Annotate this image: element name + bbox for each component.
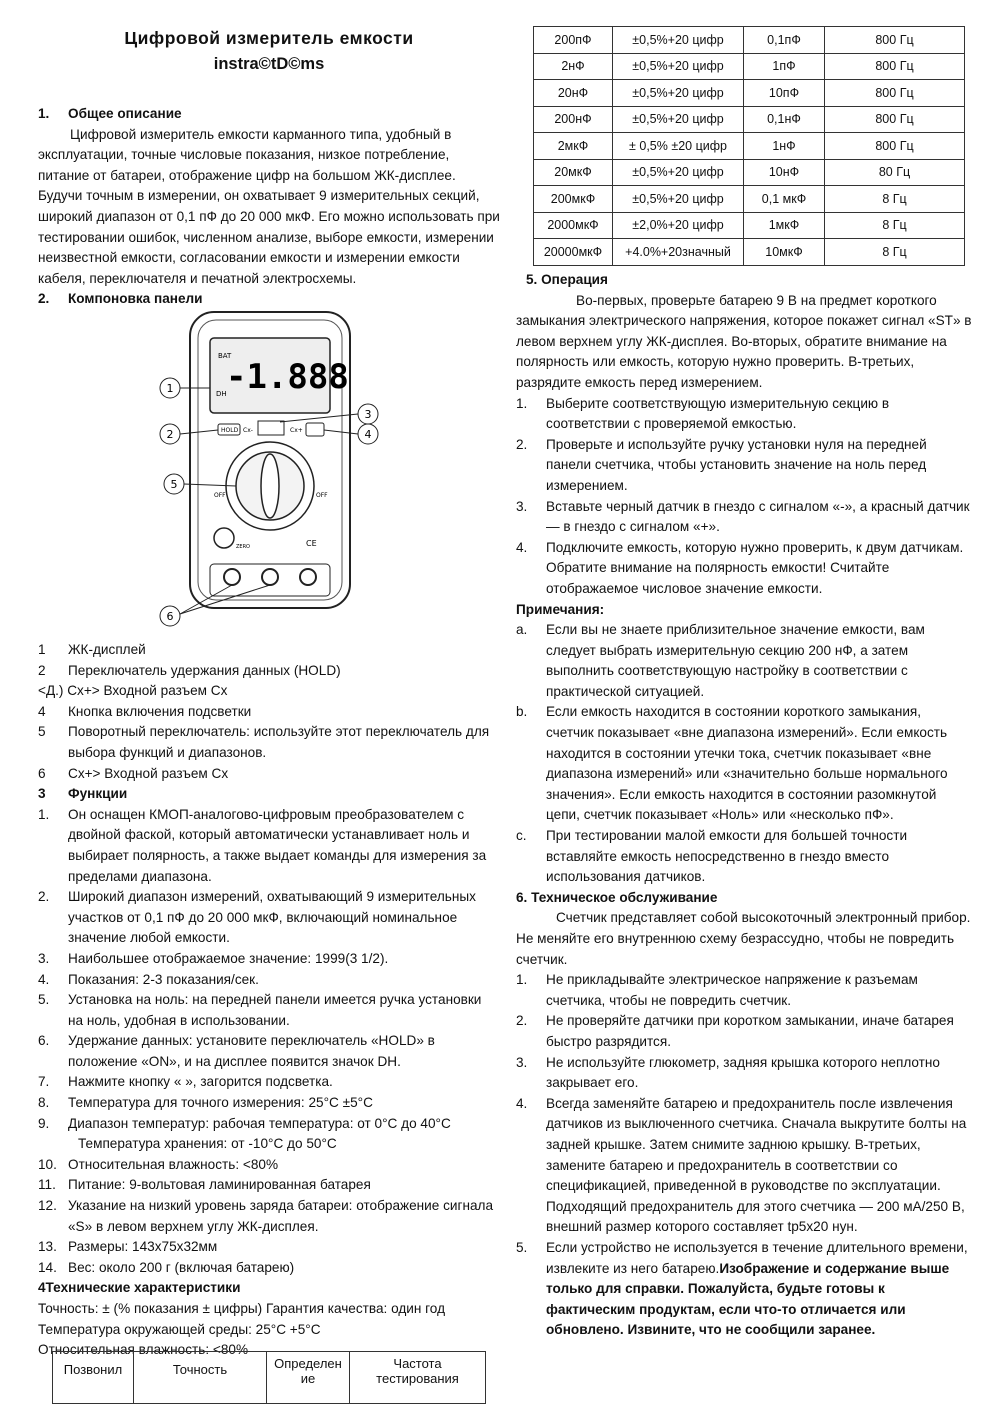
left-column-lower	[38, 640, 500, 1361]
callout-4: 4	[364, 428, 372, 441]
document-subtitle: instra©tD©ms	[213, 55, 325, 73]
list-item: 1 ЖК-дисплей	[38, 642, 146, 657]
table-cell: 0,1 мкФ	[744, 186, 825, 213]
left-column	[38, 104, 500, 310]
list-item: 5. Если устройство не используется в течение длительного времени, извлеките из него батарею.Изображение и содержание выше только для справки. Пожалуйста, будьте готовы к фактическим продуктам, если что-то отличается или обновлено. Извините, что не сообщили заранее.	[516, 1239, 968, 1338]
section-specs-heading: 4Технические характеристики	[38, 1280, 241, 1296]
section-operation-heading: 5. Операция	[526, 272, 608, 287]
callout-1: 1	[166, 382, 174, 395]
table-cell: 200нФ	[534, 106, 613, 133]
list-item: 11. Питание: 9-вольтовая ламинированная батарея	[38, 1177, 371, 1193]
specs-line: Относительная влажность: <80%	[38, 1342, 249, 1358]
spec-table-header-wrap	[52, 1351, 486, 1386]
table-cell: ±0,5%+20 цифр	[613, 27, 744, 54]
table-cell: +4.0%+20значный	[613, 239, 744, 266]
list-item: 3. Вставьте черный датчик в гнездо с сигналом «-», а красный датчик — в гнездо с сигналом «+».	[516, 498, 970, 535]
table-cell: 20000мкФ	[534, 239, 613, 266]
table-cell: 8 Гц	[825, 212, 965, 239]
table-row	[534, 159, 965, 186]
lcd-digits: -1.888	[226, 357, 349, 397]
list-item: c. При тестировании малой емкости для большей точности вставляйте емкость непосредственно в гнездо вместо использования датчиков.	[516, 828, 908, 885]
table-cell: ±2,0%+20 цифр	[613, 212, 744, 239]
list-item: 6 Cx+> Входной разъем Cx	[38, 765, 229, 781]
table-row	[534, 186, 965, 213]
table-cell: ±0,5%+20 цифр	[613, 80, 744, 107]
list-item: 4. Показания: 2-3 показания/сек.	[38, 971, 259, 987]
list-item: 7. Нажмите кнопку « », загорится подсветка.	[38, 1074, 333, 1090]
table-cell: 200пФ	[534, 27, 613, 54]
svg-text:OFF: OFF	[214, 492, 226, 499]
callout-3: 3	[364, 408, 372, 421]
list-item: 2. Проверьте и используйте ручку установки нуля на передней панели счетчика, чтобы установить значение на ноль перед измерением.	[516, 436, 927, 493]
list-item: Температура хранения: от -10°C до 50°C	[78, 1136, 337, 1152]
table-row	[534, 106, 965, 133]
table-cell: ±0,5%+20 цифр	[613, 159, 744, 186]
table-cell: 1пФ	[744, 53, 825, 80]
specs-line: Точность: ± (% показания ± цифры) Гарантия качества: один год	[38, 1301, 446, 1316]
table-row	[534, 133, 965, 160]
table-cell: 800 Гц	[825, 53, 965, 80]
table-row	[534, 239, 965, 266]
list-item: 9. Диапазон температур: рабочая температура: от 0°C до 40°C	[38, 1115, 451, 1131]
table-cell: 1нФ	[744, 133, 825, 160]
table-cell: 20нФ	[534, 80, 613, 107]
callout-5: 5	[170, 478, 178, 491]
table-cell: 800 Гц	[825, 133, 965, 160]
dh-label: DH	[216, 390, 227, 398]
table-cell: 80 Гц	[825, 159, 965, 186]
panel-legend	[38, 640, 500, 784]
list-item: 14. Вес: около 200 г (включая батарею)	[38, 1259, 295, 1275]
list-item: <Д.) Cx+> Входной разъем Cx	[38, 683, 228, 699]
table-row	[534, 80, 965, 107]
general-description: Цифровой измеритель емкости карманного типа, удобный в эксплуатации, точные числовые показания, низкое потребление, питание от батареи, отображение цифр на большом ЖК-дисплее. Будучи точным в измерении, он охватывает 9 измерительных секций, широкий диапазон от 0,1 пФ до 20 000 мкФ. Его можно использовать при тестировании ошибок, численном анализе, выборе емкости, измерении неизвестной емкости, согласовании емкости и измерении емкости кабеля, переключателя и печатной электросхемы.	[38, 126, 500, 286]
section-functions-heading: 3 Функции	[38, 786, 128, 802]
table-cell: ± 0,5% ±20 цифр	[613, 133, 744, 160]
table-row	[534, 53, 965, 80]
list-item: 6. Удержание данных: установите переключатель «HOLD» в положение «ON», и на дисплее появится значок DH.	[38, 1033, 435, 1069]
header-range: Позвонил	[53, 1352, 134, 1404]
list-item: 1. Не прикладывайте электрическое напряжение к разъемам счетчика, чтобы не повредить счетчик.	[516, 972, 918, 1008]
table-cell: 20мкФ	[534, 159, 613, 186]
operation-intro: Во-первых, проверьте батарею 9 В на предмет короткого замыкания электрического напряжения, которое покажет сигнал «ST» в левом верхнем углу ЖК-дисплея. Во-вторых, обратите внимание на полярность или емкость, которую нужно проверить. В-третьих, разрядите емкость перед измерением.	[516, 292, 972, 390]
disclaimer: Изображение и содержание выше только для справки. Пожалуйста, будьте готовы к фактическим продуктам, если что-то отличается или обновлено. Извините, что не сообщили заранее.	[546, 1260, 950, 1338]
list-item: 3. Не используйте глюкометр, задняя крышка которого неплотно закрывает его.	[516, 1054, 940, 1091]
table-cell: 10нФ	[744, 159, 825, 186]
table-cell: 2000мкФ	[534, 212, 613, 239]
table-cell: 10пФ	[744, 80, 825, 107]
document-title: Цифровой измеритель емкости	[124, 28, 414, 48]
specs-line: Температура окружающей среды: 25°C +5°C	[38, 1321, 321, 1337]
table-cell: 0,1пФ	[744, 27, 825, 54]
list-item: 1. Он оснащен КМОП-аналогово-цифровым преобразователем с двойной фаской, который автоматически устанавливает ноль и выбирает полярность, а также выдает команды для измерения за пределами диапазона.	[38, 806, 487, 884]
table-row	[534, 27, 965, 54]
callout-2: 2	[166, 428, 174, 441]
svg-text:ZERO: ZERO	[236, 544, 250, 550]
list-item: 5. Установка на ноль: на передней панели имеется ручка установки на ноль, удобная в использовании.	[38, 992, 482, 1028]
list-item: 4. Подключите емкость, которую нужно проверить, к двум датчикам. Обратите внимание на полярность емкости! Считайте отображаемое числовое значение емкости.	[516, 539, 964, 596]
list-item: 10. Относительная влажность: <80%	[38, 1156, 279, 1172]
spec-table-header	[52, 1351, 486, 1404]
list-item: 2. Не проверяйте датчики при коротком замыкании, иначе батарея быстро разрядится.	[516, 1013, 954, 1049]
meter-illustration	[140, 296, 370, 636]
section-maintenance-heading: 6. Техническое обслуживание	[516, 889, 718, 905]
table-cell: 2мкФ	[534, 133, 613, 160]
callout-6: 6	[166, 610, 174, 623]
spec-table	[533, 26, 965, 266]
table-cell: 800 Гц	[825, 106, 965, 133]
list-item: 12. Указание на низкий уровень заряда батареи: отображение сигнала «S» в левом верхнем углу ЖК-дисплея.	[38, 1198, 494, 1234]
list-item: 5 Поворотный переключатель: используйте этот переключатель для выбора функций и диапазонов.	[38, 724, 490, 760]
table-cell: ±0,5%+20 цифр	[613, 53, 744, 80]
table-cell: 8 Гц	[825, 186, 965, 213]
list-item: 4. Всегда заменяйте батарею и предохранитель после извлечения датчиков из выключенного счетчика. Сначала выкрутите болты на задней крышке. Затем снимите заднюю крышку. В-третьих, замените батарею и предохранитель в соответствии со спецификацией, приведенной в руководстве по эксплуатации. Подходящий предохранитель для этого счетчика — 200 мА/250 В, внешний размер которого составляет tp5x20 нун.	[516, 1095, 967, 1235]
table-cell: 1мкФ	[744, 212, 825, 239]
table-cell: 800 Гц	[825, 27, 965, 54]
meter-panel-diagram	[140, 296, 370, 636]
section-panel-heading: 2. Компоновка панели	[38, 291, 203, 307]
hold-label: HOLD	[221, 427, 239, 434]
header-frequency: Частота тестирования	[350, 1352, 486, 1404]
notes-heading: Примечания:	[516, 601, 605, 617]
list-item: 3. Наибольшее отображаемое значение: 1999(3 1/2).	[38, 950, 389, 966]
list-item: a. Если вы не знаете приблизительное значение емкости, вам следует выбрать измерительную секцию 200 нФ, а затем выполнить соответствующую настройку в соответствии с практической ситуацией.	[516, 622, 925, 699]
header-accuracy: Точность	[134, 1352, 267, 1404]
table-cell: 800 Гц	[825, 80, 965, 107]
table-cell: ±0,5%+20 цифр	[613, 186, 744, 213]
list-item: 2 Переключатель удержания данных (HOLD)	[38, 662, 341, 678]
table-cell: 10мкФ	[744, 239, 825, 266]
list-item: 1. Выберите соответствующую измерительную секцию в соответствии с проверяемой емкостью.	[516, 395, 890, 432]
svg-text:CE: CE	[306, 539, 317, 548]
list-item: 2. Широкий диапазон измерений, охватывающий 9 измерительных участков от 0,1 пФ до 20 000 мкФ, включающий номинальное значение любой емкости.	[38, 889, 476, 946]
list-item: 4 Кнопка включения подсветки	[38, 703, 252, 719]
table-cell: 2нФ	[534, 53, 613, 80]
list-item: b. Если емкость находится в состоянии короткого замыкания, счетчик показывает «вне диапазона измерений». Если емкость находится в состоянии утечки тока, счетчик показывает «вне диапазона измерений» или «значительно больше нормального значения». Если емкость находится в состоянии разомкнутой цепи, счетчик показывает «Ноль» или «несколько пФ».	[516, 704, 948, 823]
svg-text:Cx-: Cx-	[243, 427, 253, 434]
bat-label: BAT	[218, 352, 232, 360]
table-cell: 200мкФ	[534, 186, 613, 213]
svg-text:Cx+: Cx+	[290, 427, 303, 434]
svg-text:OFF: OFF	[316, 492, 328, 499]
list-item: 13. Размеры: 143x75x32мм	[38, 1239, 218, 1255]
header-resolution: Определен ие	[267, 1352, 350, 1404]
table-cell: 8 Гц	[825, 239, 965, 266]
section-general-heading: 1. Общее описание	[38, 106, 182, 121]
table-cell: ±0,5%+20 цифр	[613, 106, 744, 133]
table-row	[534, 212, 965, 239]
table-cell: 0,1нФ	[744, 106, 825, 133]
functions-list	[38, 805, 500, 1279]
maintenance-intro: Счетчик представляет собой высокоточный электронный прибор. Не меняйте его внутреннюю схему безрассудно, чтобы не повредить счетчик.	[516, 910, 971, 967]
right-column	[516, 270, 972, 1341]
list-item: 8. Температура для точного измерения: 25°C ±5°C	[38, 1095, 373, 1111]
